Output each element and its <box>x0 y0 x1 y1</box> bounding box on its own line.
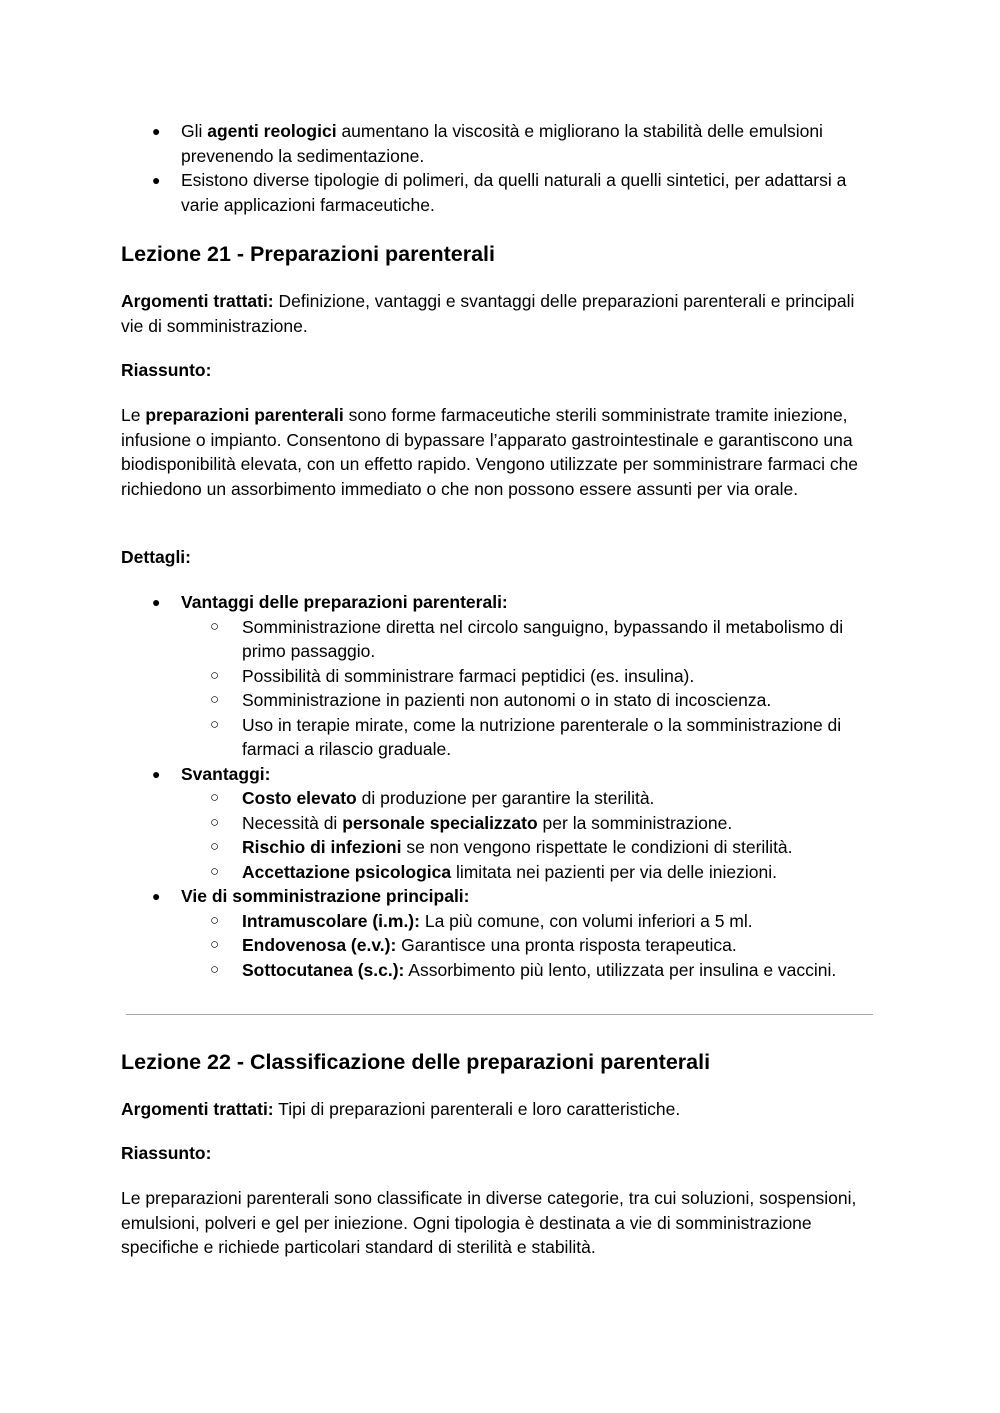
list-item: ○ Accettazione psicologica limitata nei pazienti per via delle iniezioni. <box>181 860 881 885</box>
circle-bullet-icon: ○ <box>210 715 220 733</box>
list-item-vantaggi: ● Vantaggi delle preparazioni parenterali: ○ Somministrazione diretta nel circolo sanguigno, bypassando il metabolismo di primo passaggio. ○ Possibilità di somministrare farmaci peptidici (es. insulina). ○ Somministrazione in pazienti non autonomi o in stato di incoscienza. ○ Uso in terapie mirate, come la nutrizione parenterale o la somministrazione di farmaci a rilascio graduale. <box>181 590 881 762</box>
lesson-22-summary: Le preparazioni parenterali sono classificate in diverse categorie, tra cui soluzioni, sospensioni, emulsioni, polveri e gel per iniezione. Ogni tipologia è destinata a vie di somministrazione specifiche e richiede particolari standard di sterilità e stabilità. <box>121 1188 857 1257</box>
circle-bullet-icon: ○ <box>210 789 220 806</box>
svantaggi-sublist <box>181 786 881 884</box>
circle-bullet-icon: ○ <box>210 960 220 978</box>
lesson-21-topics: Argomenti trattati: Definizione, vantaggi e svantaggi delle preparazioni parenterali e principali vie di somministrazione. <box>121 291 855 336</box>
list-item: ○ Intramuscolare (i.m.): La più comune, con volumi inferiori a 5 ml. <box>181 909 881 934</box>
lesson-22-topics: Argomenti trattati: Tipi di preparazioni parenterali e loro caratteristiche. <box>121 1099 681 1119</box>
circle-bullet-icon: ○ <box>210 666 220 684</box>
list-item: ○ Somministrazione diretta nel circolo sanguigno, bypassando il metabolismo di primo passaggio. <box>210 616 844 661</box>
circle-bullet-icon: ○ <box>210 862 220 880</box>
list-item-svantaggi: ● Svantaggi: ○ Costo elevato di produzione per garantire la sterilità. ○ Necessità di personale specializzato per la somministrazione. ○ Rischio di infezioni se non vengono rispettate le condizioni di sterilità. ○ Accettazione psicologica limitata nei pazienti per via delle iniezioni. <box>181 762 881 885</box>
bullet-icon: ● <box>152 123 161 139</box>
lesson-22-summary-label: Riassunto: <box>121 1143 212 1163</box>
lesson-21-details-label: Dettagli: <box>121 547 191 567</box>
list-item: ○ Costo elevato di produzione per garantire la sterilità. <box>181 786 881 811</box>
list-item: ○ Necessità di personale specializzato per la somministrazione. <box>181 811 881 836</box>
bullet-icon: ● <box>152 172 161 188</box>
list-item: ○ Rischio di infezioni se non vengono rispettate le condizioni di sterilità. <box>181 835 881 860</box>
circle-bullet-icon: ○ <box>210 617 220 635</box>
lesson-21-title: Lezione 21 - Preparazioni parenterali <box>121 242 495 266</box>
circle-bullet-icon: ○ <box>210 838 220 855</box>
lesson-21-summary-label: Riassunto: <box>121 360 212 380</box>
list-item: ● Esistono diverse tipologie di polimeri, da quelli naturali a quelli sintetici, per adattarsi a varie applicazioni farmaceutiche. <box>152 170 847 215</box>
list-item: ○ Uso in terapie mirate, come la nutrizione parenterale o la somministrazione di farmaci a rilascio graduale. <box>210 714 842 759</box>
bullet-icon: ● <box>152 594 161 610</box>
list-item: ○ Endovenosa (e.v.): Garantisce una pronta risposta terapeutica. <box>181 933 881 958</box>
vantaggi-sublist <box>181 615 881 762</box>
circle-bullet-icon: ○ <box>210 911 220 929</box>
circle-bullet-icon: ○ <box>210 691 220 708</box>
list-item: ○ Somministrazione in pazienti non autonomi o in stato di incoscienza. <box>181 688 881 713</box>
horizontal-divider <box>126 1014 873 1015</box>
list-item: ○ Sottocutanea (s.c.): Assorbimento più lento, utilizzata per insulina e vaccini. <box>181 958 881 983</box>
circle-bullet-icon: ○ <box>210 813 220 831</box>
circle-bullet-icon: ○ <box>210 936 220 953</box>
vie-sublist <box>181 909 881 983</box>
list-item: ○ Possibilità di somministrare farmaci peptidici (es. insulina). <box>181 664 881 689</box>
bullet-icon: ● <box>152 888 161 904</box>
details-list <box>152 590 881 982</box>
list-item-vie: ● Vie di somministrazione principali: ○ Intramuscolare (i.m.): La più comune, con volumi inferiori a 5 ml. ○ Endovenosa (e.v.): Garantisce una pronta risposta terapeutica. ○ Sottocutanea (s.c.): Assorbimento più lento, utilizzata per insulina e vaccini. <box>181 884 881 982</box>
lesson-21-summary: Le preparazioni parenterali sono forme farmaceutiche sterili somministrate tramite iniezione, infusione o impianto. Consentono di bypassare l’apparato gastrointestinale e garantiscono una biodisponibilità elevata, con un effetto rapido. Vengono utilizzate per somministrare farmaci che richiedono un assorbimento immediato o che non possono essere assunti per via orale. <box>121 405 859 499</box>
list-item: ● Gli agenti reologici aumentano la viscosità e migliorano la stabilità delle emulsioni prevenendo la sedimentazione. <box>152 121 823 166</box>
top-bullet-list <box>152 119 881 217</box>
lesson-22-title: Lezione 22 - Classificazione delle preparazioni parenterali <box>121 1050 711 1074</box>
bullet-icon: ● <box>152 765 161 782</box>
